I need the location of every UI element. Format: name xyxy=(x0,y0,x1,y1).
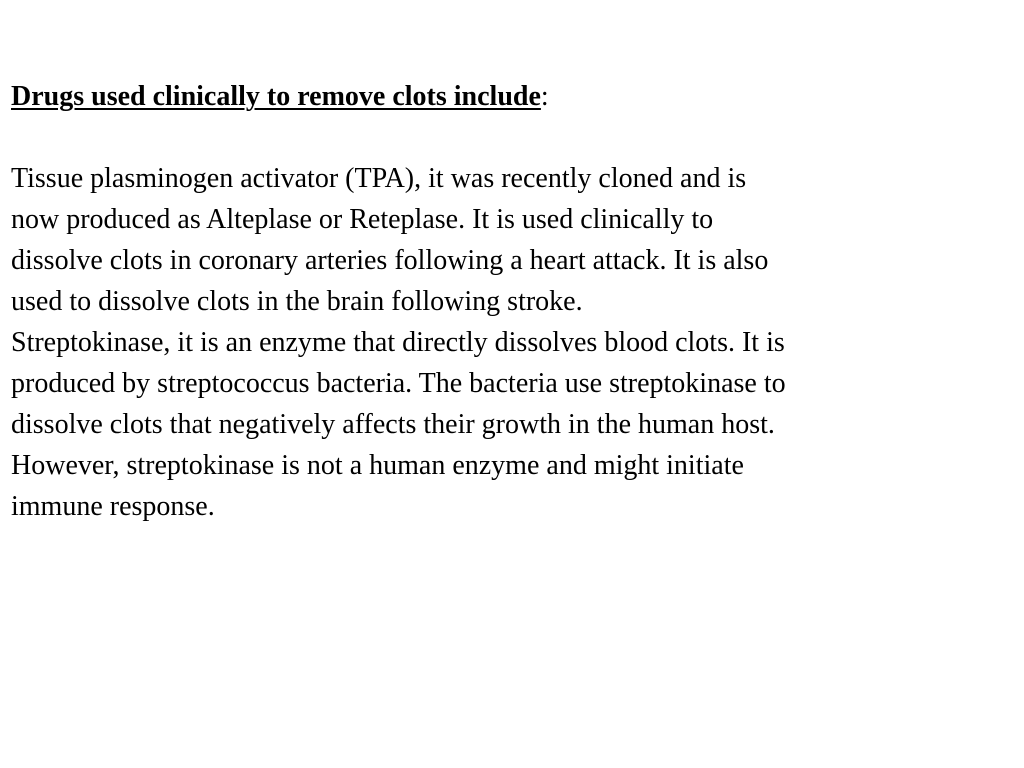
slide-heading xyxy=(11,76,1011,117)
body-line: Tissue plasminogen activator (TPA), it was recently cloned and is xyxy=(11,163,747,194)
body-paragraph xyxy=(11,158,1011,527)
body-line: used to dissolve clots in the brain following stroke. xyxy=(11,286,583,317)
heading-colon: : xyxy=(540,81,549,112)
body-line: However, streptokinase is not a human enzyme and might initiate xyxy=(11,450,744,481)
body-line: immune response. xyxy=(11,491,215,522)
body-line: dissolve clots that negatively affects their growth in the human host. xyxy=(11,409,775,440)
body-line: dissolve clots in coronary arteries following a heart attack. It is also xyxy=(11,245,769,276)
spacer xyxy=(11,117,1011,158)
body-line: Streptokinase, it is an enzyme that directly dissolves blood clots. It is xyxy=(11,327,785,358)
slide-content xyxy=(11,76,1011,527)
body-line: produced by streptococcus bacteria. The bacteria use streptokinase to xyxy=(11,368,786,399)
body-line: now produced as Alteplase or Reteplase. It is used clinically to xyxy=(11,204,714,235)
heading-text: Drugs used clinically to remove clots include xyxy=(11,81,541,112)
